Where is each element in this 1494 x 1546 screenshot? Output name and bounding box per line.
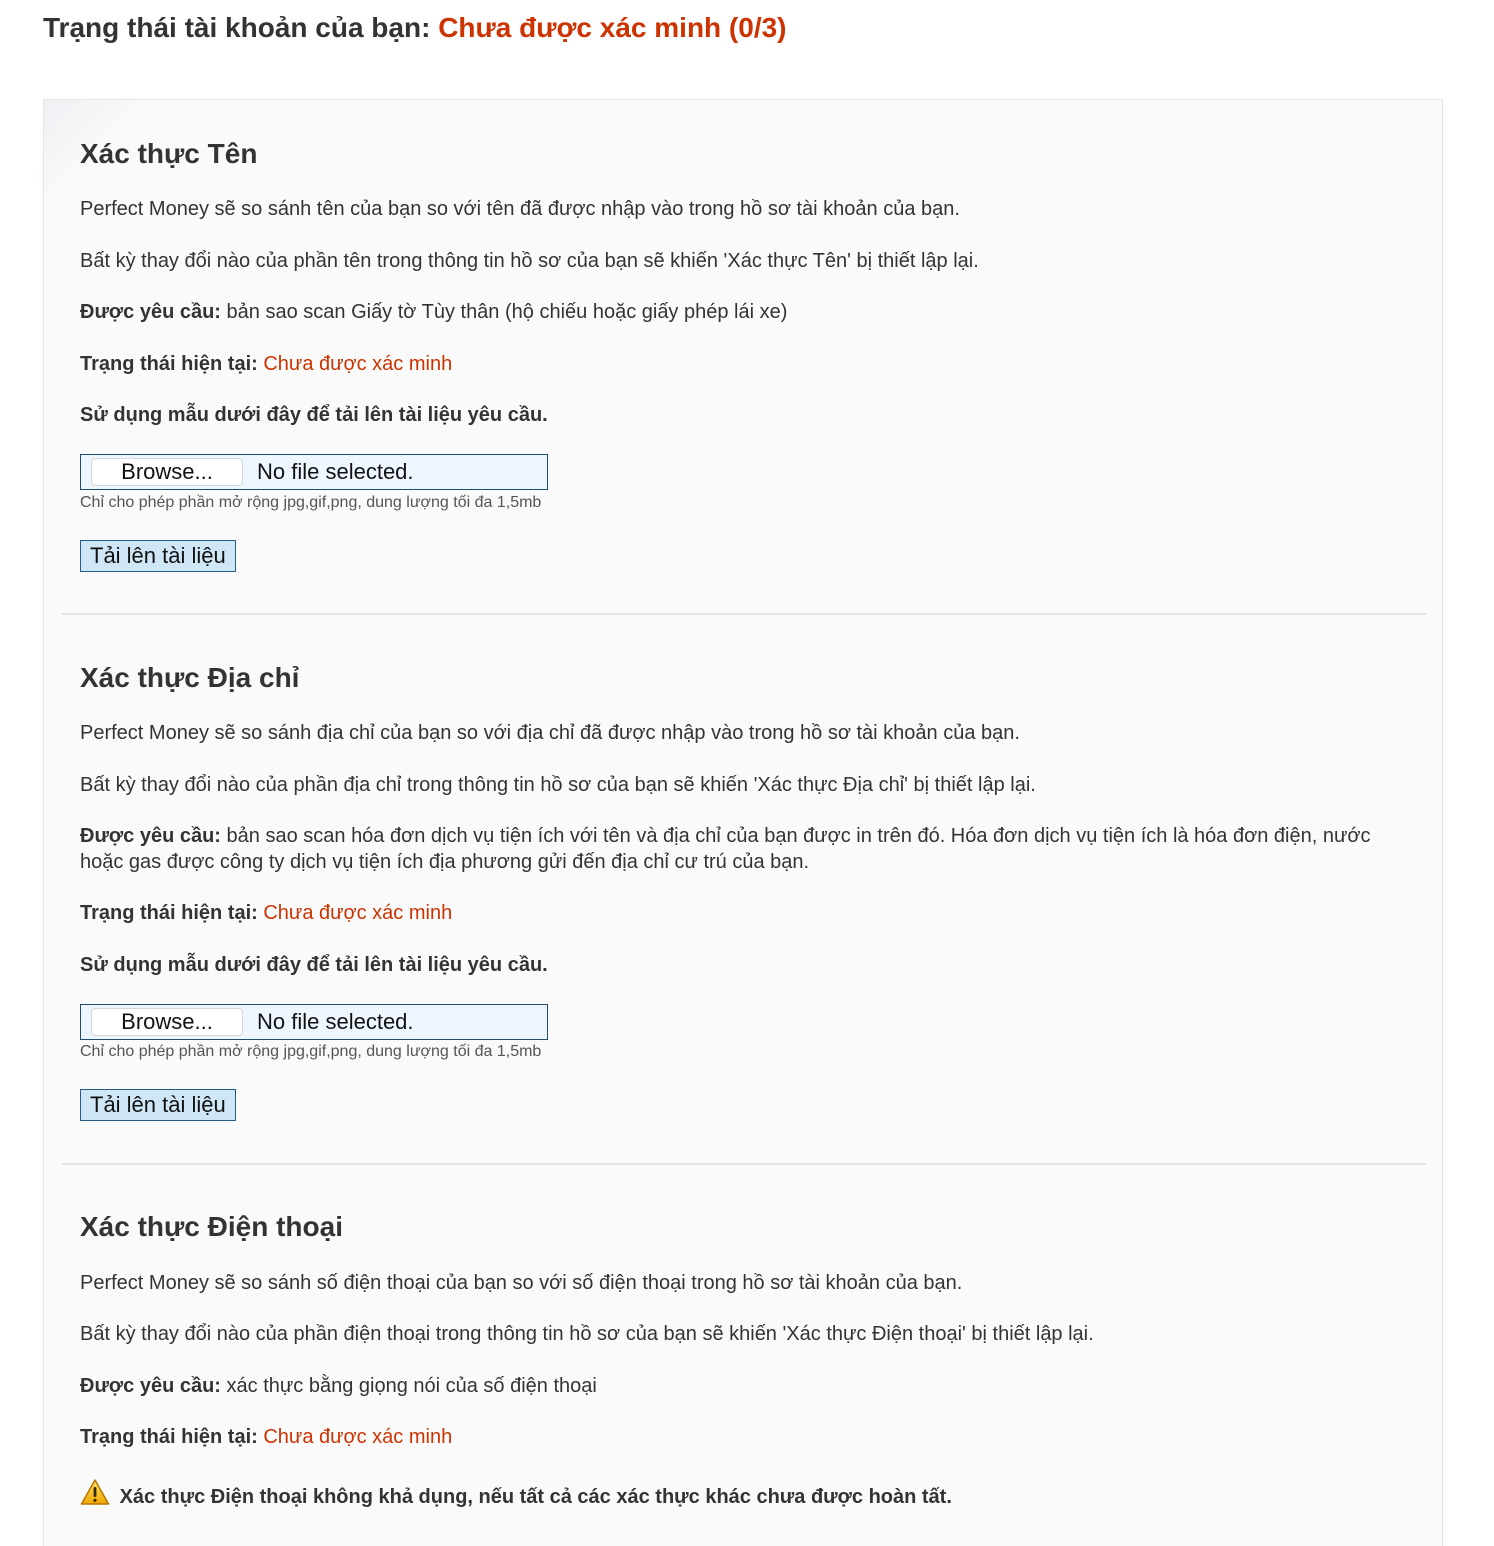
address-document-file-input[interactable]: [80, 1004, 548, 1040]
verification-panel: [43, 99, 1443, 1546]
name-verification-reset-note: Bất kỳ thay đổi nào của phần tên trong thông tin hồ sơ của bạn sẽ khiến 'Xác thực Tên' bị thiết lập lại.: [80, 250, 979, 272]
phone-verification-warning: [80, 1478, 952, 1512]
required-text: xác thực bằng giọng nói của số điện thoại: [226, 1375, 597, 1397]
required-text: bản sao scan Giấy tờ Tùy thân (hộ chiếu hoặc giấy phép lái xe): [226, 301, 788, 323]
name-upload-document-button[interactable]: Tải lên tài liệu: [80, 540, 236, 572]
address-verification-title: Xác thực Địa chỉ: [80, 662, 300, 693]
browse-button[interactable]: Browse...: [91, 458, 243, 486]
address-upload-document-button[interactable]: Tải lên tài liệu: [80, 1089, 236, 1121]
warning-text: Xác thực Điện thoại không khả dụng, nếu tất cả các xác thực khác chưa được hoàn tất.: [119, 1486, 952, 1508]
name-document-file-input[interactable]: [80, 454, 548, 490]
required-text: bản sao scan hóa đơn dịch vụ tiện ích với tên và địa chỉ của bạn được in trên đó. Hóa đơn dịch vụ tiện ích là hóa đơn điện, nước hoặc gas được công ty dịch vụ tiện ích địa phương gửi đến địa chỉ cư trú của bạn.: [80, 825, 1371, 873]
phone-verification-status: [80, 1424, 1390, 1450]
file-status-label: No file selected.: [257, 459, 414, 484]
address-verification-status: [80, 900, 1390, 926]
phone-verification-reset-note: Bất kỳ thay đổi nào của phần điện thoại trong thông tin hồ sơ của bạn sẽ khiến 'Xác thực Điện thoại' bị thiết lập lại.: [80, 1323, 1094, 1345]
warning-icon: [80, 1478, 110, 1512]
address-verification-description: Perfect Money sẽ so sánh địa chỉ của bạn so với địa chỉ đã được nhập vào trong hồ sơ tài khoản của bạn.: [80, 722, 1020, 744]
status-value: Chưa được xác minh: [263, 902, 453, 924]
form-instruction-text: Sử dụng mẫu dưới đây để tải lên tài liệu yêu cầu.: [80, 954, 548, 976]
status-label: Trạng thái hiện tại:: [80, 1426, 258, 1448]
status-value: Chưa được xác minh: [263, 1426, 453, 1448]
account-status-label: Trạng thái tài khoản của bạn:: [43, 12, 431, 43]
status-label: Trạng thái hiện tại:: [80, 902, 258, 924]
required-label: Được yêu cầu:: [80, 1375, 221, 1397]
phone-verification-description: Perfect Money sẽ so sánh số điện thoại của bạn so với số điện thoại trong hồ sơ tài khoản của bạn.: [80, 1272, 963, 1294]
file-status-label: No file selected.: [257, 1009, 414, 1034]
phone-verification-title: Xác thực Điện thoại: [80, 1211, 343, 1242]
status-label: Trạng thái hiện tại:: [80, 353, 258, 375]
name-verification-status: [80, 351, 1390, 377]
account-status-value: Chưa được xác minh (0/3): [438, 12, 787, 43]
name-verification-form-instruction: [80, 402, 1390, 428]
name-verification-title: Xác thực Tên: [80, 138, 258, 169]
address-verification-form-instruction: [80, 952, 1390, 978]
status-value: Chưa được xác minh: [263, 353, 453, 375]
file-type-hint: Chỉ cho phép phần mở rộng jpg,gif,png, dung lượng tối đa 1,5mb: [80, 1043, 542, 1060]
address-verification-required: [80, 823, 1390, 875]
section-divider: [62, 613, 1426, 615]
browse-button[interactable]: Browse...: [91, 1008, 243, 1036]
account-status-heading: [43, 12, 787, 44]
address-verification-reset-note: Bất kỳ thay đổi nào của phần địa chỉ trong thông tin hồ sơ của bạn sẽ khiến 'Xác thực Địa chỉ' bị thiết lập lại.: [80, 774, 1036, 796]
required-label: Được yêu cầu:: [80, 301, 221, 323]
phone-verification-required: [80, 1373, 1390, 1399]
file-type-hint: Chỉ cho phép phần mở rộng jpg,gif,png, dung lượng tối đa 1,5mb: [80, 494, 542, 511]
name-verification-description: Perfect Money sẽ so sánh tên của bạn so với tên đã được nhập vào trong hồ sơ tài khoản của bạn.: [80, 198, 960, 220]
name-verification-required: [80, 299, 1390, 325]
required-label: Được yêu cầu:: [80, 825, 221, 847]
form-instruction-text: Sử dụng mẫu dưới đây để tải lên tài liệu yêu cầu.: [80, 404, 548, 426]
section-divider: [62, 1163, 1426, 1165]
